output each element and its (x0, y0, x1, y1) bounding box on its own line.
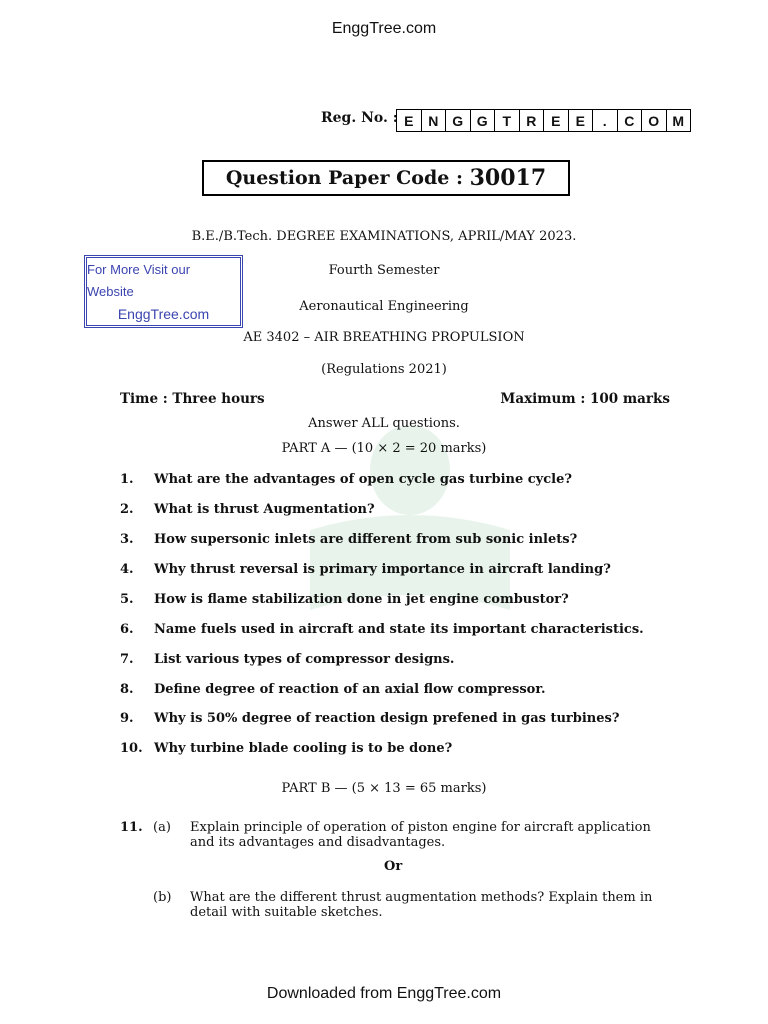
q11-number: 11. (120, 820, 143, 835)
question-text: How supersonic inlets are different from sub sonic inlets? (154, 532, 578, 547)
question-number: 9. (120, 711, 134, 726)
reg-no-boxes (396, 109, 691, 132)
exam-title: B.E./B.Tech. DEGREE EXAMINATIONS, APRIL/MAY 2023. (191, 229, 577, 244)
instruction: Answer ALL questions. (308, 416, 460, 431)
max-marks-label: Maximum : 100 marks (500, 391, 670, 407)
paper-code-label: Question Paper Code : (225, 167, 463, 189)
reg-char: E (544, 110, 569, 131)
question-item (120, 711, 619, 726)
reg-char: N (422, 110, 447, 131)
question-paper-code (202, 160, 570, 196)
question-number: 3. (120, 532, 134, 547)
q11b-line-2: detail with suitable sketches. (190, 905, 383, 920)
or-separator: Or (384, 859, 403, 874)
q11a-line-1: Explain principle of operation of piston engine for aircraft application (190, 820, 651, 835)
reg-char: . (593, 110, 618, 131)
q11b-line-1: What are the different thrust augmentation methods? Explain them in (190, 890, 653, 905)
question-item (120, 532, 577, 547)
reg-char: O (642, 110, 667, 131)
reg-char: M (672, 112, 685, 129)
reg-char: E (397, 110, 422, 131)
question-item (120, 502, 375, 517)
question-text: How is flame stabilization done in jet engine combustor? (154, 592, 569, 607)
question-text: Define degree of reaction of an axial flow compressor. (154, 682, 546, 697)
time-label: Time : Three hours (120, 391, 265, 407)
regulations: (Regulations 2021) (321, 362, 447, 377)
question-number: 10. (120, 741, 143, 756)
reg-char: T (495, 110, 520, 131)
question-text: Why is 50% degree of reaction design prefened in gas turbines? (154, 711, 620, 726)
q11b-text (190, 890, 670, 920)
semester: Fourth Semester (328, 263, 440, 278)
subject: AE 3402 – AIR BREATHING PROPULSION (243, 330, 525, 345)
question-item (120, 562, 611, 577)
page-footer: Downloaded from EnggTree.com (266, 985, 502, 1002)
question-text: Why turbine blade cooling is to be done? (154, 741, 453, 756)
question-number: 8. (120, 682, 134, 697)
question-number: 5. (120, 592, 134, 607)
reg-char: C (618, 110, 643, 131)
q11a-text (190, 820, 670, 850)
question-text: Name fuels used in aircraft and state its important characteristics. (154, 622, 644, 637)
question-number: 1. (120, 472, 134, 487)
question-number: 6. (120, 622, 134, 637)
reg-char: E (569, 110, 594, 131)
question-item (120, 741, 452, 756)
question-text: List various types of compressor designs. (154, 652, 455, 667)
paper-code-number: 30017 (469, 165, 547, 191)
question-item (120, 682, 546, 697)
stamp-line-1: For More Visit our Website (87, 261, 191, 299)
question-number: 4. (120, 562, 134, 577)
question-text: What are the advantages of open cycle gas turbine cycle? (154, 472, 572, 487)
part-b-heading: PART B — (5 × 13 = 65 marks) (281, 781, 487, 796)
question-number: 7. (120, 652, 134, 667)
reg-char: R (520, 110, 545, 131)
question-item (120, 652, 454, 667)
q11b-label: (b) (153, 890, 172, 905)
reg-char: G (446, 110, 471, 131)
question-text: Why thrust reversal is primary importance in aircraft landing? (154, 562, 611, 577)
reg-char: G (471, 110, 496, 131)
question-number: 2. (120, 502, 134, 517)
department: Aeronautical Engineering (299, 299, 469, 314)
question-item (120, 472, 572, 487)
question-item (120, 622, 644, 637)
part-a-heading: PART A — (10 × 2 = 20 marks) (281, 441, 487, 456)
reg-no-label: Reg. No. : (321, 110, 398, 126)
question-text: What is thrust Augmentation? (154, 502, 375, 517)
q11a-line-2: and its advantages and disadvantages. (190, 835, 446, 850)
page-header: EnggTree.com (331, 20, 437, 37)
question-item (120, 592, 569, 607)
stamp-line-2: EnggTree.com (117, 305, 210, 322)
q11a-label: (a) (153, 820, 171, 835)
